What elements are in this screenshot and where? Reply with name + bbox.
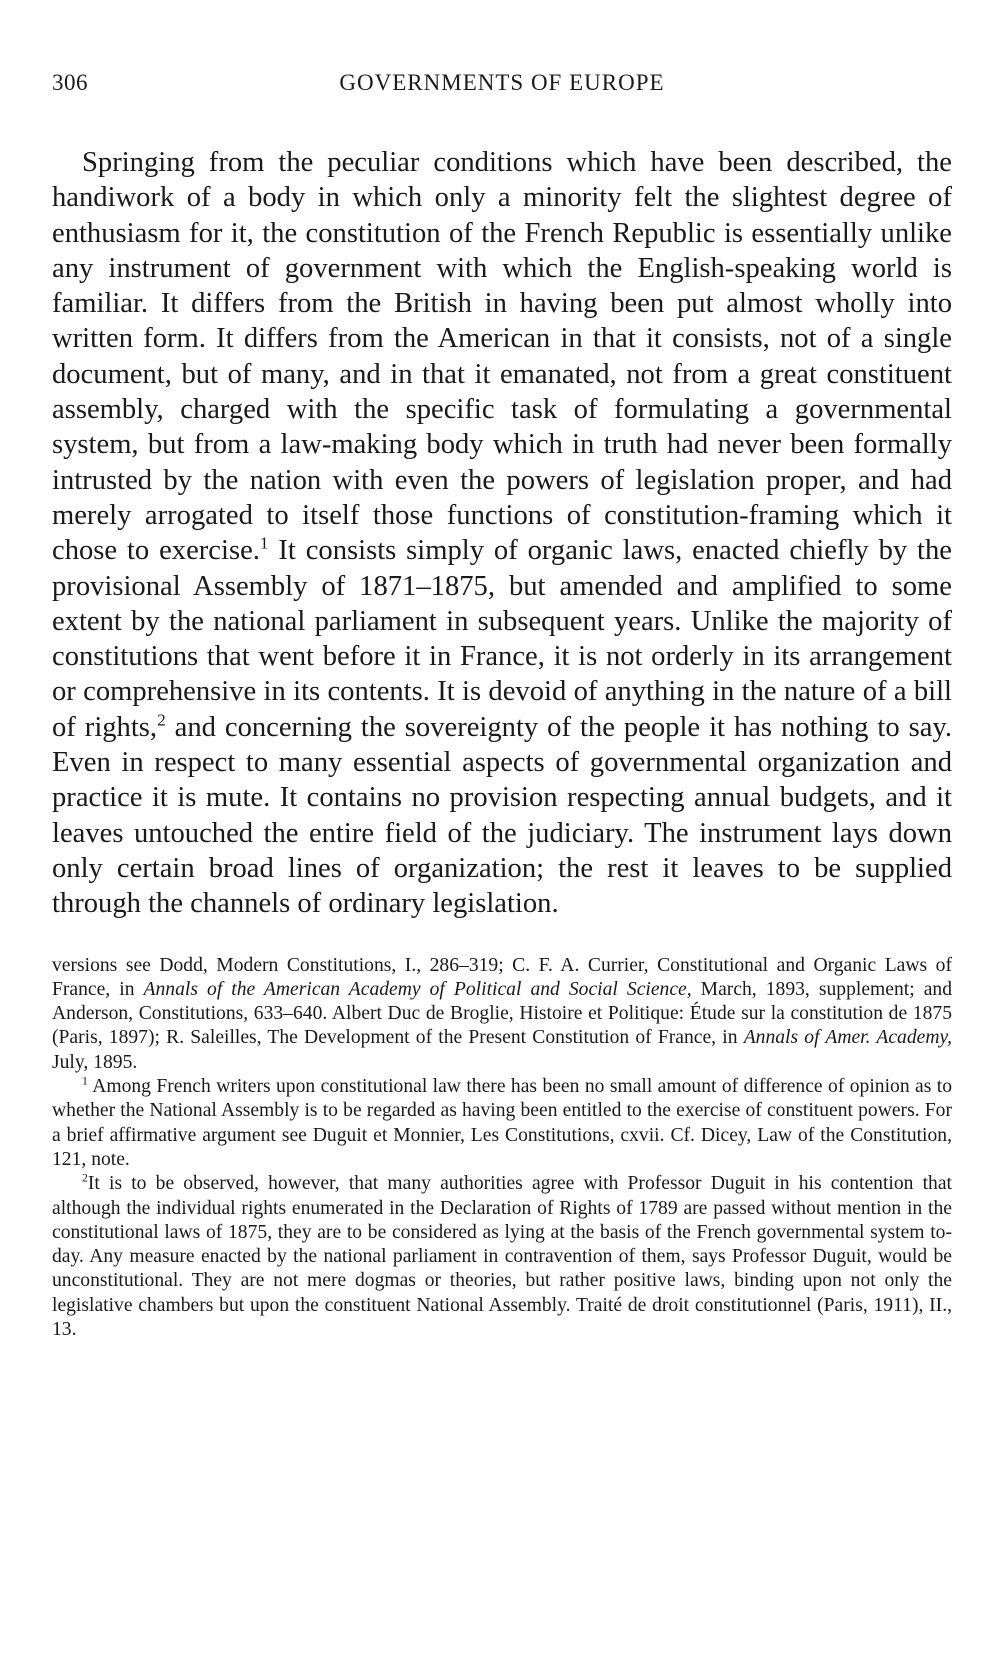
footnote-continuation-text-c: July, 1895.	[52, 1051, 138, 1073]
body-paragraph	[52, 145, 952, 922]
body-text-part-2: It consists simply of organic laws, enacted chiefly by the provisional Assembly of 1871–1875, but amended and amplified to some extent by the national parliament in subsequent years. Unlike the majority of constitutions that went before it in France, it is not orderly in its arrangement or comprehensive in its contents. It is devoid of anything in the nature of a bill of rights,	[52, 535, 952, 743]
book-page	[52, 70, 952, 1342]
footnote-reference-2: 2	[157, 710, 166, 730]
running-head	[52, 70, 952, 110]
footnotes	[52, 954, 952, 1343]
footnote-2-text: It is to be observed, however, that many authorities agree with Professor Duguit in his contention that although the individual rights enumerated in the Declaration of Rights of 1789 are passed without mention in the constitutional laws of 1875, they are to be considered as lying at the basis of the French governmental system to-day. Any measure enacted by the national parliament in contravention of them, says Professor Duguit, would be unconstitutional. They are not mere dogmas or theories, but rather positive laws, binding upon not only the legislative chambers but upon the constituent National Assembly. Traité de droit constitutionnel (Paris, 1911), II., 13.	[52, 1173, 952, 1340]
footnote-continuation-text-a: versions see Dodd, Modern Constitutions, I., 286–319; C. F. A. Currier, Constitutional and Organic Laws of France, in	[52, 954, 952, 1000]
running-title: GOVERNMENTS OF EUROPE	[339, 70, 665, 95]
footnote-1-marker: 1	[82, 1074, 88, 1088]
footnote-continuation-italic-2: Annals of Amer. Academy,	[743, 1027, 952, 1049]
footnote-1-text: Among French writers upon constitutional law there has been no small amount of difference of opinion as to whether the National Assembly is to be regarded as having been entitled to the exercise of constituent powers. For a brief affirmative argument see Duguit et Monnier, Les Constitutions, cxvii. Cf. Dicey, Law of the Constitution, 121, note.	[52, 1076, 952, 1170]
footnote-2-marker: 2	[82, 1171, 88, 1185]
footnote-reference-1: 1	[259, 533, 269, 553]
footnote-continuation-italic-1: Annals of the American Academy of Political and Social Science,	[143, 978, 692, 1000]
body-text-part-1: Springing from the peculiar conditions which have been described, the handiwork of a body in which only a minority felt the slightest degree of enthusiasm for it, the constitution of the French Republic is essentially unlike any instrument of government with which the English-speaking world is familiar. It differs from the British in having been put almost wholly into written form. It differs from the American in that it consists, not of a single document, but of many, and in that it emanated, not from a great constituent assembly, charged with the specific task of formulating a governmental system, but from a law-making body which in truth had never been formally intrusted by the nation with even the powers of legislation proper, and had merely arrogated to itself those functions of constitution-framing which it chose to exercise.	[52, 147, 952, 567]
footnote-continuation	[52, 954, 952, 1075]
body-text-part-3: and concerning the sovereignty of the people it has nothing to say. Even in respect to many essential aspects of governmental organization and practice it is mute. It contains no provision respecting annual budgets, and it leaves untouched the entire field of the judiciary. The instrument lays down only certain broad lines of organization; the rest it leaves to be supplied through the channels of ordinary legislation.	[52, 711, 953, 920]
footnote-continuation-text-b: March, 1893, supplement; and Anderson, Constitutions, 633–640. Albert Duc de Broglie, Histoire et Politique: Étude sur la constitution de 1875 (Paris, 1897); R. Saleilles, The Development of the Present Constitution of France, in	[52, 978, 952, 1049]
footnote-1	[52, 1075, 952, 1172]
page-number: 306	[52, 70, 88, 95]
footnote-2	[52, 1172, 952, 1342]
